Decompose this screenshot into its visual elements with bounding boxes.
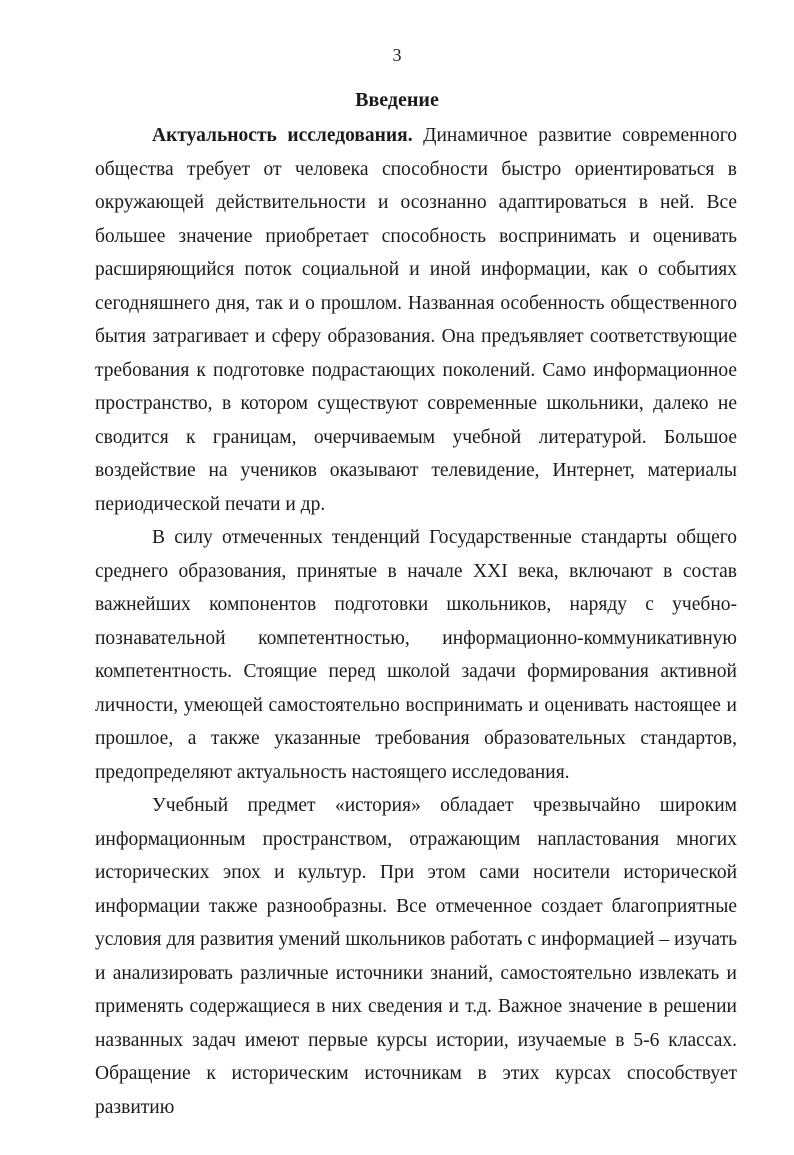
paragraph-relevance bbox=[95, 119, 737, 521]
section-heading: Введение bbox=[355, 89, 439, 111]
page-number: 3 bbox=[392, 45, 402, 65]
body-text bbox=[95, 119, 737, 1124]
paragraph-lead: Актуальность исследования. bbox=[152, 125, 413, 146]
paragraph-history-subject: Учебный предмет «история» обладает чрезвычайно широким информационным пространством, отражающим напластования многих исторических эпох и культур. При этом сами носители исторической информации также разнообразны. Все отмеченное создает благоприятные условия для развития умений школьников работать с информацией – изучать и анализировать различные источники знаний, самостоятельно извлекать и применять содержащиеся в них сведения и т.д. Важное значение в решении названных задач имеют первые курсы истории, изучаемые в 5-6 классах. Обращение к историческим источникам в этих курсах способствует развитию bbox=[95, 795, 737, 1118]
paragraph-standards: В силу отмеченных тенденций Государственные стандарты общего среднего образования, принятые в начале XXI века, включают в состав важнейших компонентов подготовки школьников, наряду с учебно-познавательной компетентностью, информационно-коммуникативную компетентность. Стоящие перед школой задачи формирования активной личности, умеющей самостоятельно воспринимать и оценивать настоящее и прошлое, а также указанные требования образовательных стандартов, предопределяют актуальность настоящего исследования. bbox=[95, 527, 737, 783]
paragraph-text: Динамичное развитие современного общества требует от человека способности быстро ориентироваться в окружающей действительности и осознанно адаптироваться в ней. Все большее значение приобретает способность воспринимать и оценивать расширяющийся поток социальной и иной информации, как о событиях сегодняшнего дня, так и о прошлом. Названная особенность общественного бытия затрагивает и сферу образования. Она предъявляет соответствующие требования к подготовке подрастающих поколений. Само информационное пространство, в котором существуют современные школьники, далеко не сводится к границам, очерчиваемым учебной литературой. Большое воздействие на учеников оказывают телевидение, Интернет, материалы периодической печати и др. bbox=[95, 125, 738, 515]
